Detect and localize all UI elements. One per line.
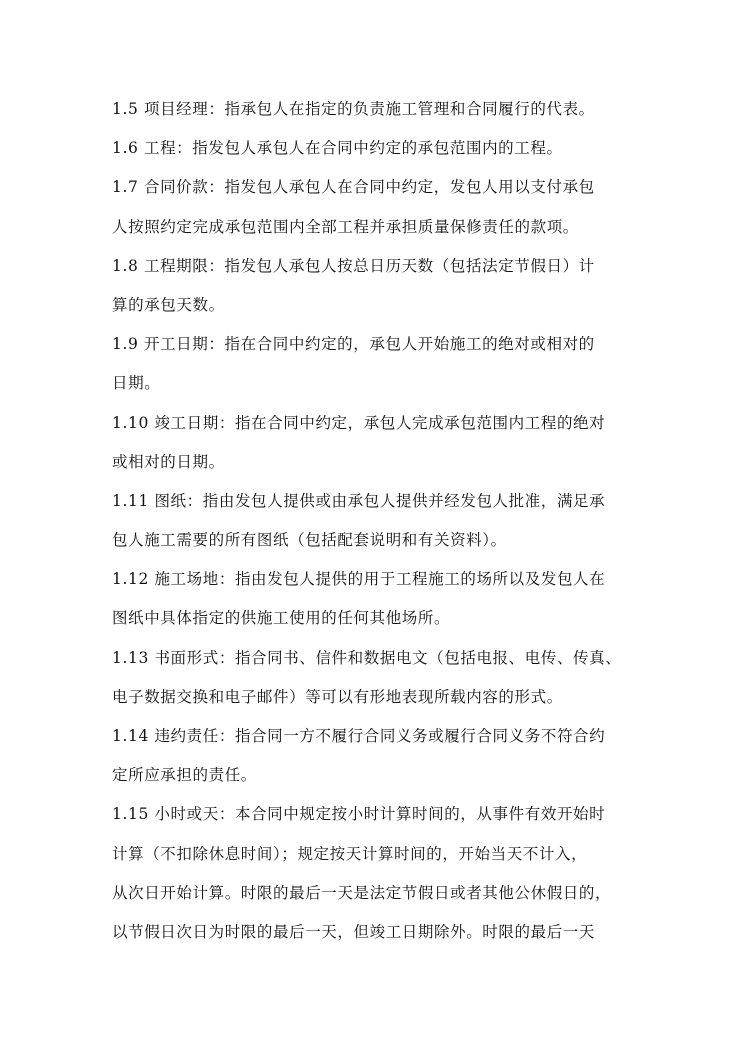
text-line: 计算（不扣除休息时间）；规定按天计算时间的，开始当天不计入， <box>112 844 588 863</box>
text-line: 定所应承担的责任。 <box>112 766 257 785</box>
text-line: 电子数据交换和电子邮件）等可以有形地表现所载内容的形式。 <box>112 687 563 706</box>
text-line: 1.13 书面形式：指合同书、信件和数据电文（包括电报、电传、传真、 <box>112 648 622 667</box>
text-line: 1.10 竣工日期：指在合同中约定，承包人完成承包范围内工程的绝对 <box>112 413 606 432</box>
text-line: 1.9 开工日期：指在合同中约定的，承包人开始施工的绝对或相对的 <box>112 335 595 354</box>
text-line: 包人施工需要的所有图纸（包括配套说明和有关资料）。 <box>112 531 507 550</box>
text-line: 图纸中具体指定的供施工使用的任何其他场所。 <box>112 609 451 628</box>
text-line: 算的承包天数。 <box>112 295 225 314</box>
document-body <box>112 90 642 952</box>
text-line: 1.14 违约责任：指合同一方不履行合同义务或履行合同义务不符合约 <box>112 727 606 745</box>
text-line: 1.12 施工场地：指由发包人提供的用于工程施工的场所以及发包人在 <box>112 570 606 589</box>
text-line: 1.8 工程期限：指发包人承包人按总日历天数（包括法定节假日）计 <box>112 256 595 275</box>
text-line: 1.5 项目经理：指承包人在指定的负责施工管理和合同履行的代表。 <box>112 100 595 118</box>
text-line: 日期。 <box>112 374 161 393</box>
text-line: 1.15 小时或天：本合同中规定按小时计算时间的，从事件有效开始时 <box>112 805 606 824</box>
text-line: 1.6 工程：指发包人承包人在合同中约定的承包范围内的工程。 <box>112 139 563 158</box>
text-line: 以节假日次日为时限的最后一天，但竣工日期除外。时限的最后一天 <box>112 922 596 941</box>
text-line: 或相对的日期。 <box>112 452 225 471</box>
text-line: 1.7 合同价款：指发包人承包人在合同中约定，发包人用以支付承包 <box>112 178 595 197</box>
text-line: 人按照约定完成承包范围内全部工程并承担质量保修责任的款项。 <box>112 217 579 236</box>
text-line: 1.11 图纸：指由发包人提供或由承包人提供并经发包人批准，满足承 <box>112 491 606 510</box>
text-line: 从次日开始计算。时限的最后一天是法定节假日或者其他公休假日的， <box>112 883 612 902</box>
